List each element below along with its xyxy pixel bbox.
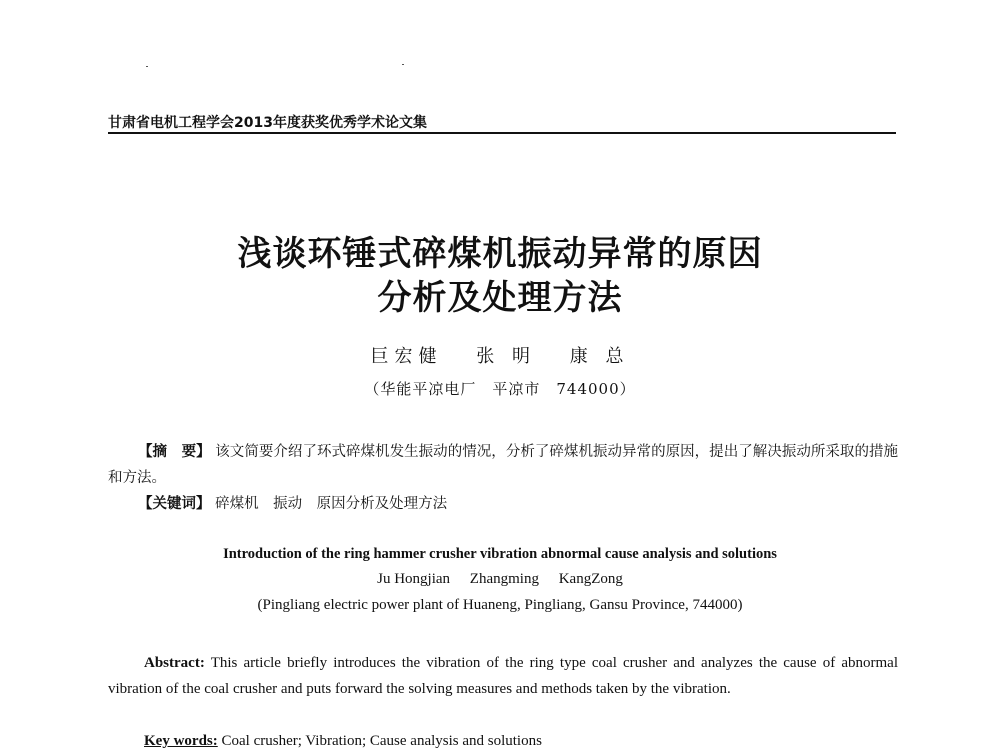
english-author-1: Ju Hongjian bbox=[377, 571, 451, 587]
cn-keywords-text: 碎煤机 振动 原因分析及处理方法 bbox=[215, 496, 448, 512]
cn-keywords-label: 【关键词】 bbox=[138, 496, 211, 512]
scan-speck bbox=[402, 64, 404, 65]
english-abstract-text: This article briefly introduces the vibration of the ring type coal crusher and analyzes the cause of abnormal vibration of the coal crusher and puts forward the solving measures and methods taken by the vibration. bbox=[108, 655, 898, 697]
title-line-1: 浅谈环锤式碎煤机振动异常的原因 bbox=[237, 234, 763, 274]
author-2: 张 明 bbox=[476, 346, 536, 367]
title-line-2: 分析及处理方法 bbox=[377, 278, 623, 318]
english-author-3: KangZong bbox=[558, 571, 623, 587]
author-3: 康 总 bbox=[569, 346, 630, 367]
cn-abstract-text: 该文简要介绍了环式碎煤机发生振动的情况，分析了碎煤机振动异常的原因，提出了解决振动所采取的措施和方法。 bbox=[108, 444, 899, 486]
english-affiliation: (Pingliang electric power plant of Huaneng, Pingliang, Gansu Province, 744000) bbox=[257, 597, 743, 613]
cn-abstract-label: 【摘 要】 bbox=[138, 444, 211, 460]
english-keywords-label: Key words: bbox=[144, 733, 218, 749]
english-author-2: Zhangming bbox=[469, 571, 539, 587]
english-abstract-label: Abstract: bbox=[144, 655, 205, 671]
english-keywords-text: Coal crusher; Vibration; Cause analysis and solutions bbox=[221, 733, 542, 749]
authors bbox=[0, 342, 1000, 368]
cn-keywords bbox=[108, 491, 928, 517]
running-header: 甘肃省电机工程学会2013年度获奖优秀学术论文集 bbox=[108, 115, 427, 131]
affiliation: （华能平凉电厂 平凉市 744000） bbox=[364, 380, 636, 398]
english-authors bbox=[0, 571, 1000, 588]
english-abstract bbox=[108, 650, 898, 702]
header-rule bbox=[108, 132, 896, 134]
english-keywords bbox=[144, 728, 904, 754]
author-1: 巨宏健 bbox=[370, 346, 443, 367]
cn-abstract bbox=[108, 439, 898, 491]
scan-speck bbox=[146, 66, 148, 67]
english-title: Introduction of the ring hammer crusher vibration abnormal cause analysis and solutions bbox=[223, 546, 777, 562]
